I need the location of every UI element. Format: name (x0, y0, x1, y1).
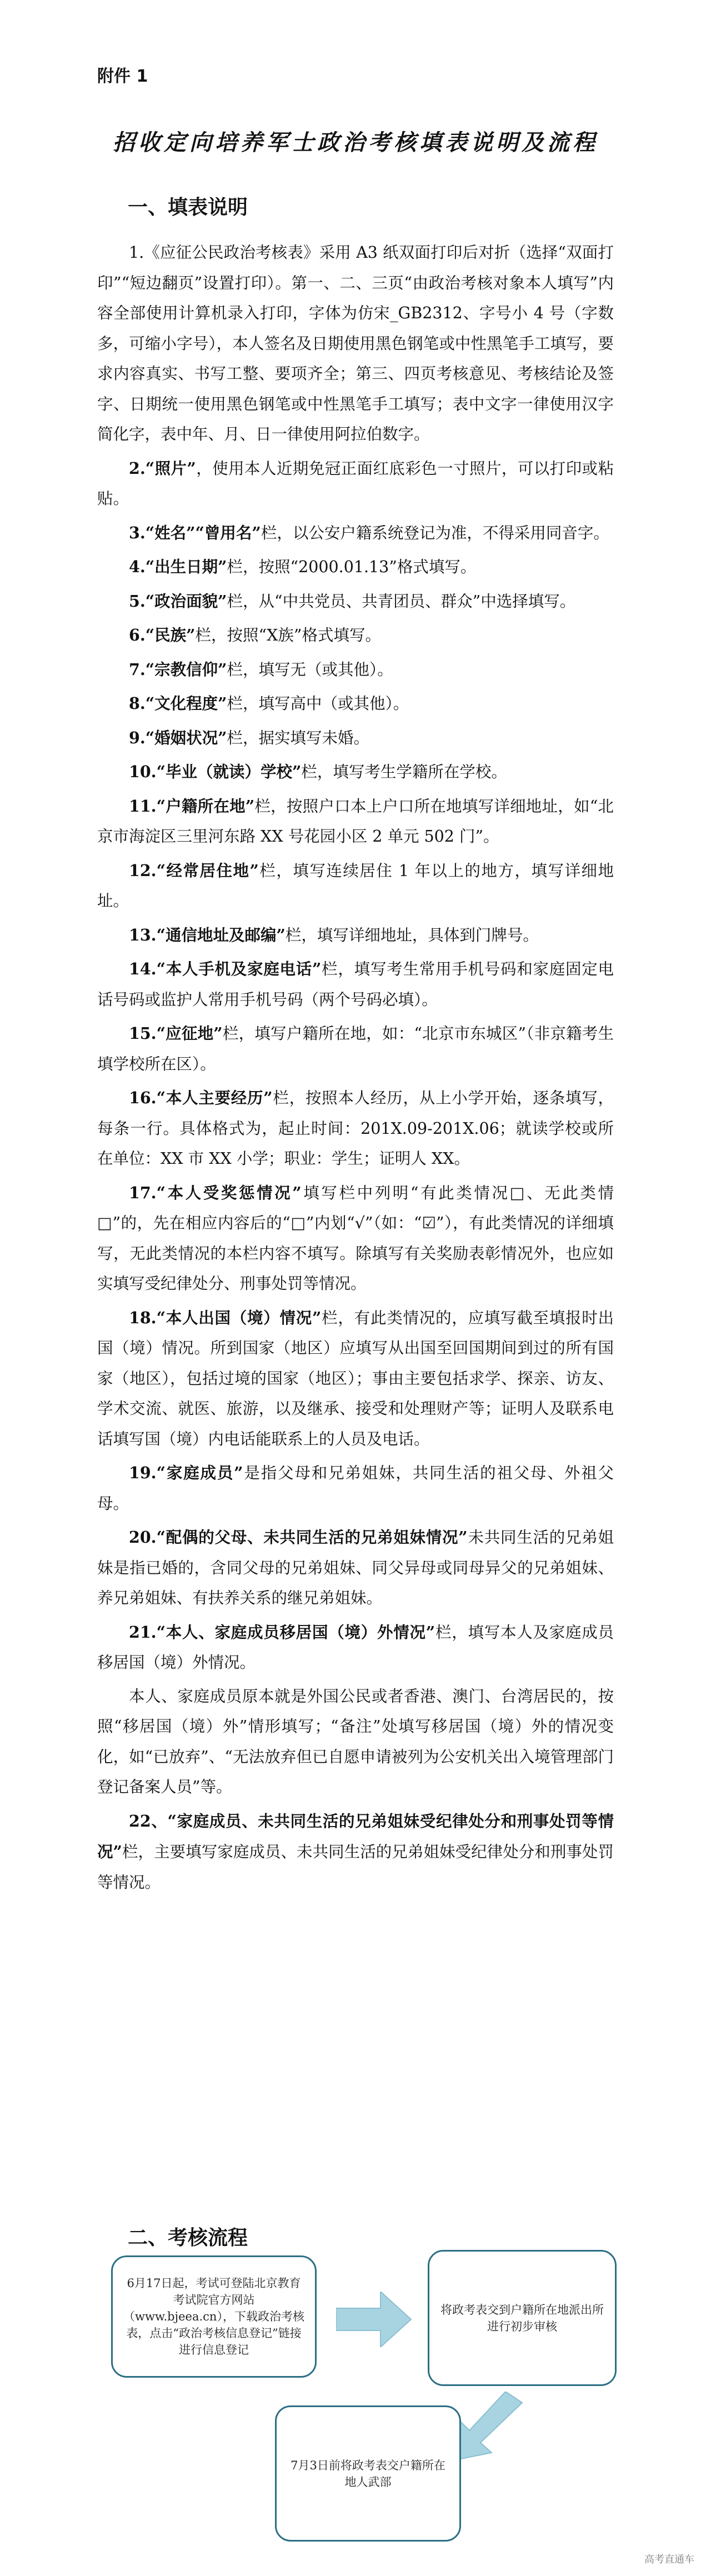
instruction-paragraph (97, 1458, 614, 1519)
watermark: 高考直通车 (644, 2554, 694, 2565)
down-left-arrow-icon (450, 2392, 528, 2464)
instruction-paragraph (97, 1083, 614, 1174)
instruction-paragraph (97, 1018, 614, 1079)
paragraph-text: ，使用本人近期免冠正面红底彩色一寸照片，可以打印或粘贴。 (97, 459, 614, 508)
paragraph-field-name: 15.“应征地” (129, 1024, 223, 1043)
instruction-paragraph (97, 1617, 614, 1678)
instruction-paragraph (97, 757, 614, 788)
paragraph-field-name: 11.“户籍所在地” (129, 796, 255, 816)
paragraph-field-name: 6.“民族” (129, 626, 196, 644)
paragraph-field-name: 16.“本人主要经历” (129, 1088, 273, 1107)
paragraph-field-name: 2.“照片” (129, 458, 196, 478)
paragraph-field-name: 13.“通信地址及邮编” (129, 925, 286, 944)
flow-step-1: 6月17日起，考试可登陆北京教育考试院官方网站（www.bjeea.cn），下载政治考核表，点击“政治考核信息登记”链接进行信息登记 (111, 2255, 317, 2378)
paragraph-text: 栏，填写详细地址，具体到门牌号。 (285, 926, 539, 944)
instruction-paragraph (97, 552, 614, 583)
paragraph-text: 栏，填写无（或其他）。 (227, 660, 393, 679)
paragraph-field-name: 7.“宗教信仰” (129, 659, 227, 679)
flow-step-2: 将政考表交到户籍所在地派出所进行初步审核 (428, 2250, 617, 2386)
paragraph-field-name: 17.“本人受奖惩情况” (129, 1183, 302, 1202)
paragraph-text: 栏，从“中共党员、共青团员、群众”中选择填写。 (227, 592, 576, 611)
flow-step-3: 7月3日前将政考表交户籍所在地人武部 (275, 2405, 461, 2542)
paragraph-text: 栏，按照本人经历，从上小学开始，逐条填写，每条一行。具体格式为，起止时间：201X.09-201X.06；就读学校或所在单位：XX 市 XX 小学；职业：学生；证明人 XX。 (97, 1089, 614, 1168)
paragraph-text: 栏，填写户籍所在地，如：“北京市东城区”（非京籍考生填学校所在区）。 (97, 1024, 614, 1073)
instruction-paragraph (97, 1806, 614, 1898)
paragraph-field-name: 22、“家庭成员、未共同生活的兄弟姐妹受纪律处分和刑事处罚等情况” (97, 1811, 614, 1861)
paragraph-field-name: 3.“姓名”“曾用名” (129, 523, 261, 542)
instruction-paragraph (97, 1522, 614, 1614)
paragraph-text: 栏，据实填写未婚。 (227, 728, 370, 747)
instruction-paragraph (97, 586, 614, 617)
paragraph-text: 栏，以公安户籍系统登记为准，不得采用同音字。 (261, 523, 609, 542)
paragraph-field-name: 5.“政治面貌” (129, 591, 227, 611)
paragraph-text: 栏，填写本人及家庭成员移居国（境）外情况。 (97, 1623, 614, 1672)
instruction-paragraph (97, 791, 614, 852)
paragraph-field-name: 18.“本人出国（境）情况” (129, 1308, 322, 1327)
paragraph-text: 未共同生活的兄弟姐妹是指已婚的，含同父母的兄弟姐妹、同父异母或同母异父的兄弟姐妹、养兄弟姐妹、有扶养关系的继兄弟姐妹。 (97, 1528, 614, 1607)
paragraph-field-name: 14.“本人手机及家庭电话” (129, 959, 322, 978)
instruction-paragraph (97, 920, 614, 951)
instruction-paragraph (97, 1178, 614, 1299)
instruction-paragraph (97, 620, 614, 651)
paragraph-text: 本人、家庭成员原本就是外国公民或者香港、澳门、台湾居民的，按照“移居国（境）外”情形填写；“备注”处填写移居国（境）外的情况变化，如“已放弃”、“无法放弃但已自愿申请被列为公安机关出入境管理部门登记备案人员”等。 (97, 1687, 614, 1796)
section-title-instructions: 一、填表说明 (128, 196, 248, 219)
paragraph-text: 栏，填写连续居住 1 年以上的地方，填写详细地址。 (97, 861, 614, 910)
instruction-paragraph (97, 688, 614, 719)
paragraph-field-name: 20.“配偶的父母、未共同生活的兄弟姐妹情况” (129, 1528, 468, 1547)
instruction-paragraph (97, 518, 614, 549)
instructions-body (97, 238, 614, 1901)
right-arrow-icon (336, 2292, 414, 2347)
paragraph-field-name: 21.“本人、家庭成员移居国（境）外情况” (129, 1622, 435, 1642)
paragraph-text: 栏，填写考生常用手机号码和家庭固定电话号码或监护人常用手机号码（两个号码必填）。 (97, 960, 614, 1009)
paragraph-text: 栏，填写考生学籍所在学校。 (301, 763, 507, 781)
paragraph-text: 栏，按照户口本上户口所在地填写详细地址，如“北京市海淀区三里河东路 XX 号花园小区 2 单元 502 门”。 (97, 797, 614, 846)
instruction-paragraph (97, 1303, 614, 1455)
paragraph-field-name: 8.“文化程度” (129, 694, 227, 713)
paragraph-text: 栏，填写高中（或其他）。 (227, 694, 409, 713)
paragraph-text: 填写栏中列明“有此类情况□、无此类情□”的，先在相应内容后的“□”内划“√”（如：“☑”），有此类情况的详细填写，无此类情况的本栏内容不填写。除填写有关奖励表彰情况外，也应如实填写受纪律处分、刑事处罚等情况。 (97, 1183, 614, 1293)
instruction-paragraph (97, 453, 614, 514)
instruction-paragraph (97, 654, 614, 686)
paragraph-field-name: 12.“经常居住地” (129, 861, 259, 880)
paragraph-text: 栏，主要填写家庭成员、未共同生活的兄弟姐妹受纪律处分和刑事处罚等情况。 (97, 1843, 614, 1892)
instruction-paragraph (97, 856, 614, 917)
paragraph-field-name: 19.“家庭成员” (129, 1463, 243, 1482)
instruction-paragraph (97, 723, 614, 754)
paragraph-text: 栏，按照“X族”格式填写。 (195, 626, 381, 644)
document-title: 招收定向培养军士政治考核填表说明及流程 (113, 129, 598, 156)
paragraph-text: 栏，按照“2000.01.13”格式填写。 (227, 558, 477, 576)
paragraph-text: 1.《应征公民政治考核表》采用 A3 纸双面打印后对折（选择“双面打印”“短边翻页”设置打印）。第一、二、三页“由政治考核对象本人填写”内容全部使用计算机录入打印，字体为仿宋_GB2312、字号小 4 号（字数多，可缩小字号），本人签名及日期使用黑色钢笔或中性黑笔手工填写，要求内容真实、书写工整、要项齐全；第三、四页考核意见、考核结论及签字、日期统一使用黑色钢笔或中性黑笔手工填写；表中文字一律使用汉字简化字，表中年、月、日一律使用阿拉伯数字。 (97, 243, 614, 443)
paragraph-text: 是指父母和兄弟姐妹，共同生活的祖父母、外祖父母。 (97, 1464, 614, 1513)
paragraph-text: 栏，有此类情况的，应填写截至填报时出国（境）情况。所到国家（地区）应填写从出国至回国期间到过的所有国家（地区），包括过境的国家（地区）；事由主要包括求学、探亲、访友、学术交流、就医、旅游，以及继承、接受和处理财产等；证明人及联系电话填写国（境）内电话能联系上的人员及电话。 (97, 1308, 614, 1448)
paragraph-field-name: 9.“婚姻状况” (129, 728, 227, 747)
instruction-paragraph (97, 1682, 614, 1803)
section-title-process: 二、考核流程 (128, 2227, 248, 2249)
instruction-paragraph (97, 954, 614, 1015)
paragraph-field-name: 10.“毕业（就读）学校” (129, 762, 302, 781)
paragraph-field-name: 4.“出生日期” (129, 557, 227, 576)
instruction-paragraph (97, 238, 614, 450)
attachment-label: 附件 1 (97, 67, 148, 86)
